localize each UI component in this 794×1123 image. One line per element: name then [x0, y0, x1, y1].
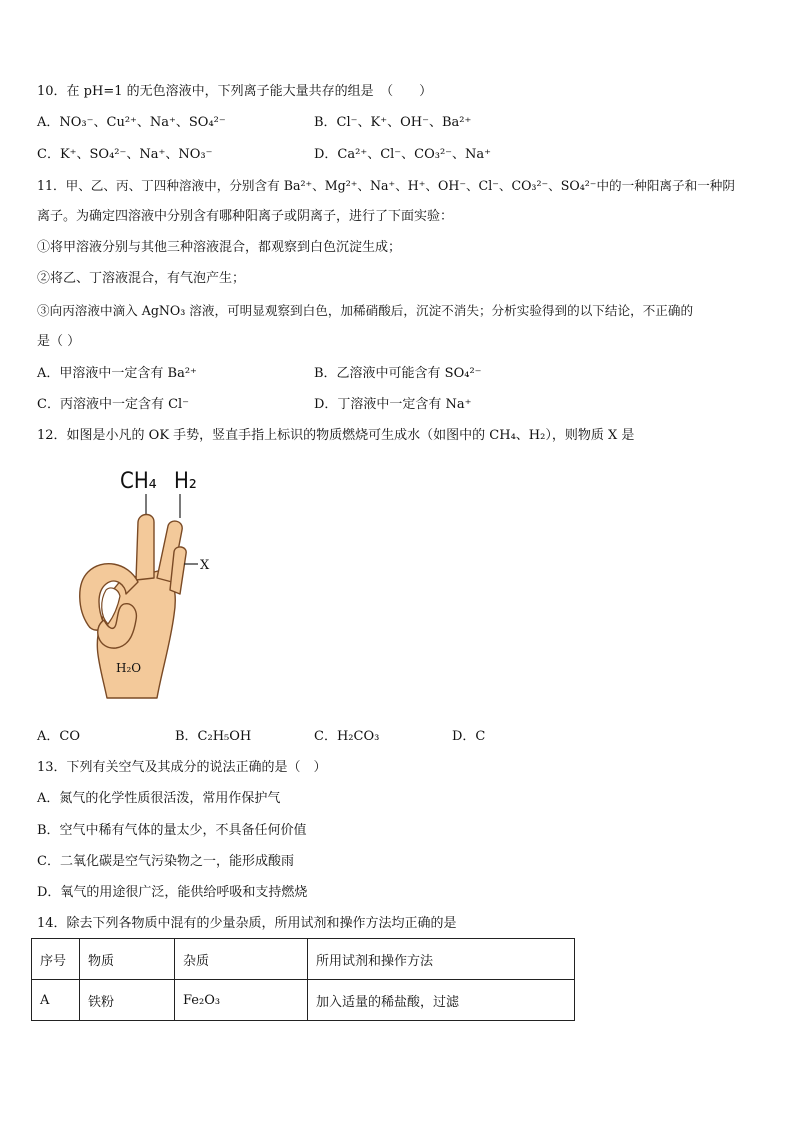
q11-step-1: ①将甲溶液分别与其他三种溶液混合，都观察到白色沉淀生成；	[37, 240, 402, 255]
h2-label: H₂	[174, 469, 197, 494]
q14-stem: 14．除去下列各物质中混有的少量杂质，所用试剂和操作方法均正确的是	[37, 916, 457, 931]
q12-stem: 12．如图是小凡的 OK 手势，竖直手指上标识的物质燃烧可生成水（如图中的 CH₄、H₂），则物质 X 是	[37, 428, 635, 443]
cell-impurity: Fe₂O₃	[175, 980, 308, 1021]
table-row	[32, 980, 575, 1021]
q13-option-b: B．空气中稀有气体的量太少，不具备任何价值	[37, 823, 307, 838]
q13-stem: 13．下列有关空气及其成分的说法正确的是（ ）	[37, 760, 327, 775]
q13-option-c: C．二氧化碳是空气污染物之一，能形成酸雨	[37, 854, 294, 869]
q12-option-a: A．CO	[37, 729, 80, 744]
q12-option-c: C．H₂CO₃	[314, 729, 380, 744]
q13-option-a: A．氮气的化学性质很活泼，常用作保护气	[37, 791, 281, 806]
q12-option-d: D．C	[452, 729, 486, 744]
q11-stem-line1: 11．甲、乙、丙、丁四种溶液中，分别含有 Ba²⁺、Mg²⁺、Na⁺、H⁺、OH⁻、Cl⁻、CO₃²⁻、SO₄²⁻中的一种阳离子和一种阴	[37, 178, 735, 193]
cell-index: A	[32, 980, 80, 1021]
cell-method: 加入适量的稀盐酸，过滤	[308, 980, 575, 1021]
q11-step-2: ②将乙、丁溶液混合，有气泡产生；	[37, 271, 246, 286]
q11-step-3-line2: 是（ ）	[37, 334, 81, 349]
header-cell-index: 序号	[32, 939, 80, 980]
q11-option-b: B．乙溶液中可能含有 SO₄²⁻	[314, 366, 482, 381]
q11-option-d: D．丁溶液中一定含有 Na⁺	[314, 397, 472, 412]
table-header-row	[32, 939, 575, 980]
header-cell-method: 所用试剂和操作方法	[308, 939, 575, 980]
ok-hand-illustration	[62, 460, 232, 700]
q10-option-a: A．NO₃⁻、Cu²⁺、Na⁺、SO₄²⁻	[37, 115, 226, 130]
q14-table	[31, 938, 575, 1021]
q12-option-b: B．C₂H₅OH	[175, 729, 252, 744]
q10-stem: 10．在 pH=1 的无色溶液中，下列离子能大量共存的组是 （ ）	[37, 84, 433, 99]
q10-option-d: D．Ca²⁺、Cl⁻、CO₃²⁻、Na⁺	[314, 147, 492, 162]
q10-option-b: B．Cl⁻、K⁺、OH⁻、Ba²⁺	[314, 115, 472, 130]
x-label: X	[200, 558, 210, 573]
q10-option-c: C．K⁺、SO₄²⁻、Na⁺、NO₃⁻	[37, 147, 213, 162]
header-cell-impurity: 杂质	[175, 939, 308, 980]
ch4-label: CH₄	[120, 469, 157, 494]
q13-option-d: D．氧气的用途很广泛，能供给呼吸和支持燃烧	[37, 885, 308, 900]
q11-stem-line2: 离子。为确定四溶液中分别含有哪种阳离子或阴离子，进行了下面实验：	[37, 209, 454, 224]
q11-step-3-line1: ③向丙溶液中滴入 AgNO₃ 溶液，可明显观察到白色，加稀硝酸后，沉淀不消失；分析实验得到的以下结论，不正确的	[37, 303, 694, 318]
header-cell-substance: 物质	[80, 939, 175, 980]
ok-hand-figure	[62, 460, 232, 700]
q11-option-c: C．丙溶液中一定含有 Cl⁻	[37, 397, 190, 412]
q11-option-a: A．甲溶液中一定含有 Ba²⁺	[37, 366, 197, 381]
cell-substance: 铁粉	[80, 980, 175, 1021]
h2o-label: H₂O	[116, 661, 142, 675]
